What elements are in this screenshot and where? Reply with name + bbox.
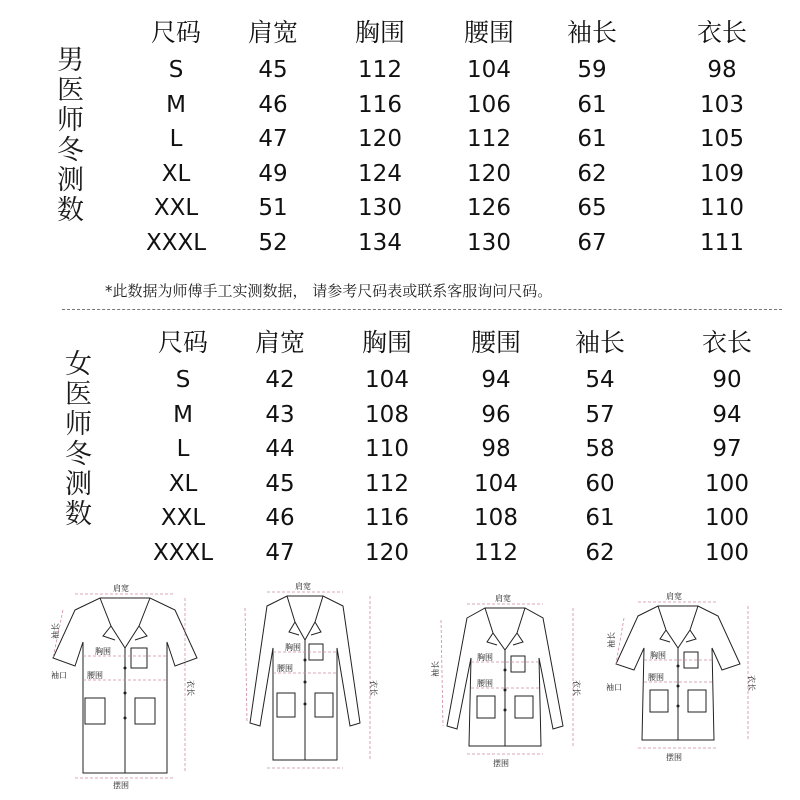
women-table-cell: 61: [585, 505, 615, 531]
women-table-cell: 100: [705, 505, 749, 531]
men-table-cell: 112: [467, 126, 511, 152]
women-header-cell: 肩宽: [254, 328, 306, 357]
men-table-cell: 110: [700, 195, 744, 221]
diagram-length-label: 衣长: [747, 675, 756, 691]
women-table-cell: 96: [481, 401, 511, 428]
women-table-cell: 120: [365, 539, 409, 566]
men-table-cell: 47: [258, 126, 288, 152]
section-divider: [62, 309, 782, 310]
women-table-cell: S: [175, 367, 191, 393]
women-table-cell: 100: [705, 539, 749, 566]
men-label-char: 测: [57, 165, 84, 196]
women-table-cell: 60: [585, 470, 615, 497]
diagram-waist-label: 腰围: [648, 673, 664, 682]
women-table-cell: 42: [265, 367, 295, 393]
women-label-char: 冬: [65, 439, 92, 470]
women-table-cell: 58: [585, 436, 615, 462]
women-table-cell: 112: [474, 539, 518, 566]
men-header-cell: 衣长: [696, 18, 748, 47]
men-table-cell: S: [168, 57, 184, 83]
diagram-chest-label: 胸围: [95, 647, 111, 656]
men-table-cell: 134: [358, 229, 402, 256]
men-header-cell: 尺码: [150, 18, 202, 47]
women-label-char: 医: [65, 379, 92, 410]
men-table-cell: 46: [258, 91, 288, 118]
women-table-cell: 54: [585, 367, 615, 393]
men-table-cell: 105: [700, 126, 744, 152]
women-table-cell: M: [173, 401, 193, 428]
men-table-cell: 59: [577, 57, 607, 83]
women-label-char: 女: [65, 349, 92, 380]
men-table-cell: 106: [467, 91, 511, 118]
men-table-cell: 116: [358, 91, 402, 118]
men-label-char: 医: [57, 75, 84, 106]
women-section-label: [65, 350, 92, 530]
women-table-cell: 104: [365, 367, 409, 393]
men-table-cell: M: [166, 91, 186, 118]
diagram-length-label: 衣长: [186, 680, 195, 696]
women-table-cell: 116: [365, 505, 409, 531]
women-table-cell: 45: [265, 470, 295, 497]
women-table-cell: 43: [265, 401, 295, 428]
women-label-char: 测: [65, 469, 92, 500]
men-table-cell: 120: [358, 126, 402, 152]
men-table-cell: 45: [258, 57, 288, 83]
men-header-cell: 胸围: [354, 18, 406, 47]
women-table-cell: XL: [168, 470, 198, 497]
coat-diagram-women-long-sleeve: [415, 578, 585, 793]
women-header-cell: 尺码: [157, 328, 209, 357]
coat-diagram-men-short-sleeve: [45, 578, 205, 793]
men-table-cell: 120: [467, 160, 511, 187]
men-section-label: [57, 46, 84, 226]
women-header-cell: 衣长: [701, 328, 753, 357]
men-table-cell: 98: [707, 57, 737, 83]
diagram-shoulder-label: 肩宽: [495, 594, 511, 603]
measurement-note: *此数据为师傅手工实测数据， 请参考尺码表或联系客服询问尺码。: [105, 282, 553, 300]
men-table-cell: 61: [577, 126, 607, 152]
coat-diagram-men-long-sleeve: [225, 578, 385, 793]
women-table-cell: 100: [705, 470, 749, 497]
men-table-cell: 61: [577, 91, 607, 118]
men-table-cell: XL: [161, 160, 191, 187]
men-table-cell: 104: [467, 57, 511, 83]
women-table-cell: 110: [365, 436, 409, 462]
men-table-cell: XXXL: [145, 229, 207, 256]
women-table-cell: 94: [481, 367, 511, 393]
men-table-cell: 62: [577, 160, 607, 187]
women-header-cell: 胸围: [361, 328, 413, 357]
men-table-cell: 52: [258, 229, 288, 256]
women-table-cell: XXL: [160, 505, 206, 531]
men-table-cell: 111: [700, 229, 744, 256]
diagram-hem-label: 摆围: [666, 753, 682, 762]
diagram-sleeve-label: 袖长: [607, 632, 616, 648]
women-table-cell: 62: [585, 539, 615, 566]
men-table-cell: 51: [258, 195, 288, 221]
men-label-char: 师: [57, 105, 84, 136]
men-table-cell: 65: [577, 195, 607, 221]
men-header-cell: 肩宽: [247, 18, 299, 47]
women-table-cell: 108: [474, 505, 518, 531]
diagram-cuff-label: 袖口: [51, 671, 67, 680]
diagram-shoulder-label: 肩宽: [666, 592, 682, 601]
women-table-cell: 98: [481, 436, 511, 462]
men-label-char: 数: [57, 195, 84, 226]
women-table-cell: 104: [474, 470, 518, 497]
women-table-cell: 90: [712, 367, 742, 393]
diagram-waist-label: 腰围: [277, 664, 293, 673]
women-table-cell: 94: [712, 401, 742, 428]
women-table-cell: 108: [365, 401, 409, 428]
men-header-cell: 腰围: [463, 18, 515, 47]
men-table-cell: L: [169, 126, 183, 152]
women-label-char: 数: [65, 499, 92, 530]
coat-diagram-women-short-sleeve: [600, 578, 760, 793]
diagram-chest-label: 胸围: [650, 651, 666, 660]
diagram-chest-label: 胸围: [285, 643, 301, 652]
men-table-cell: 109: [700, 160, 744, 187]
men-table-cell: 49: [258, 160, 288, 187]
women-table-cell: L: [176, 436, 190, 462]
women-label-char: 师: [65, 409, 92, 440]
diagram-shoulder-label: 肩宽: [295, 582, 311, 591]
diagram-length-label: 衣长: [572, 680, 581, 696]
men-table-cell: XXL: [153, 195, 199, 221]
diagram-cuff-label: 袖口: [606, 683, 622, 692]
men-table-cell: 124: [358, 160, 402, 187]
diagram-hem-label: 摆围: [113, 781, 129, 790]
men-label-char: 男: [57, 45, 84, 76]
women-table-cell: 47: [265, 539, 295, 566]
diagram-sleeve-label: 袖长: [51, 623, 60, 639]
women-table-cell: 44: [265, 436, 295, 462]
men-table-cell: 130: [358, 195, 402, 221]
women-table-cell: 112: [365, 470, 409, 497]
women-table-cell: 97: [712, 436, 742, 462]
men-table-cell: 103: [700, 91, 744, 118]
diagram-shoulder-label: 肩宽: [113, 584, 129, 593]
women-header-cell: 腰围: [470, 328, 522, 357]
men-table-cell: 126: [467, 195, 511, 221]
diagram-waist-label: 腰围: [477, 679, 493, 688]
diagram-chest-label: 胸围: [477, 653, 493, 662]
diagram-waist-label: 腰围: [87, 671, 103, 680]
men-header-cell: 袖长: [566, 18, 618, 47]
diagram-length-label: 衣长: [369, 680, 378, 696]
men-label-char: 冬: [57, 135, 84, 166]
men-table-cell: 112: [358, 57, 402, 83]
women-table-cell: 46: [265, 505, 295, 531]
women-table-cell: XXXL: [152, 539, 214, 566]
diagram-sleeve-label: 袖长: [431, 661, 440, 677]
diagram-hem-label: 摆围: [493, 759, 509, 768]
women-table-cell: 57: [585, 401, 615, 428]
women-header-cell: 袖长: [574, 328, 626, 357]
men-table-cell: 67: [577, 229, 607, 256]
men-table-cell: 130: [467, 229, 511, 256]
